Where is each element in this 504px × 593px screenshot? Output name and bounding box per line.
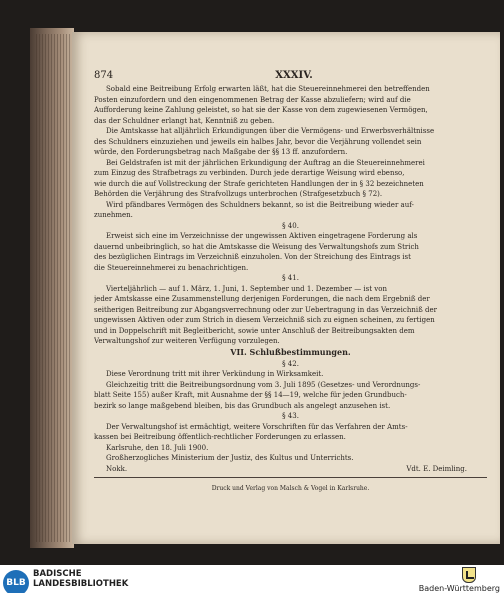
text-line: Die Amtskasse hat alljährlich Erkundigungen über die Vermögens- und Erwerbsverhältnisse — [106, 127, 435, 135]
library-name-line1: BADISCHE — [33, 569, 82, 579]
signature-left: Nokk. — [106, 464, 128, 473]
chapter-section-title: VII. Schlußbestimmungen. — [230, 346, 351, 357]
page-number: 874 — [94, 70, 114, 81]
text-line: Erweist sich eine im Verzeichnisse der ungewissen Aktiven eingetragene Forderung als — [106, 232, 418, 240]
section-heading: § 40. — [282, 221, 299, 230]
chapter-number: XXXIV. — [275, 70, 313, 81]
text-line: Gleichzeitig tritt die Beitreibungsordnung vom 3. Juli 1895 (Gesetzes- und Verordnungs- — [106, 380, 421, 389]
baden-wuerttemberg-crest-icon — [462, 567, 476, 583]
viewer-footer — [0, 565, 504, 593]
text-line: seitherigen Beitreibung zur Abgangsverrechnung oder zur Uebertragung in das Verzeichniß der — [94, 305, 437, 314]
text-line: Der Verwaltungshof ist ermächtigt, weitere Vorschriften für das Verfahren der Amts- — [106, 422, 408, 431]
page-header — [94, 70, 494, 84]
section-heading: § 42. — [282, 359, 299, 368]
text-line: Bei Geldstrafen ist mit der jährlichen Erkundigung der Auftrag an die Steuereinnehmerei — [106, 158, 425, 167]
text-line: kassen bei Beitreibung öffentlich-rechtlicher Forderungen zu erlassen. — [94, 433, 346, 441]
text-line: die Steuereinnehmerei zu benachrichtigen. — [94, 263, 249, 272]
blb-logo-icon: BLB — [3, 570, 29, 593]
text-line: des Schuldners einzuziehen und jeweils ein halbes Jahr, bevor die Verjährung vollendet sein — [94, 137, 422, 146]
page-edge-lines — [36, 34, 72, 542]
place-date: Karlsruhe, den 18. Juli 1900. — [106, 443, 209, 452]
signature-line — [94, 464, 487, 475]
text-line: wie durch die auf Vollstreckung der Strafe gerichteten Handlungen der in § 32 bezeichneten — [94, 179, 424, 188]
library-name-line2: LANDESBIBLIOTHEK — [33, 579, 129, 589]
text-line: ungewissen Aktiven oder zum Strich in diesem Verzeichniß sich zu eignen scheinen, zu fertigen — [94, 316, 435, 324]
text-line: zunehmen. — [94, 211, 133, 219]
text-line: würde, den Forderungsbetrag nach Maßgabe der §§ 13 ff. anzufordern. — [94, 148, 348, 156]
text-line: Verwaltungshof zur weiteren Verfügung vorzulegen. — [94, 337, 280, 345]
text-line: zum Einzug des Strafbetrags zu verbinden. Durch jede derartige Weisung wird ebenso, — [94, 169, 405, 177]
text-line: dauernd unbeibringlich, so hat die Amtskasse die Weisung des Verwaltungshofs zum Strich — [94, 242, 419, 251]
text-line: jeder Amtskasse eine Zusammenstellung derjenigen Forderungen, die nach dem Ergebniß der — [94, 295, 430, 303]
section-heading: § 41. — [282, 274, 299, 282]
text-line: Diese Verordnung tritt mit ihrer Verkündung in Wirksamkeit. — [106, 370, 324, 378]
text-line: des bezüglichen Eintrags im Verzeichniß einzuholen. Von der Streichung des Eintrags ist — [94, 253, 411, 261]
text-line: und in Doppelschrift mit Begleitbericht, sowie unter Anschluß der Beitreibungsakten dem — [94, 326, 415, 335]
ministry-line: Großherzogliches Ministerium der Justiz, des Kultus und Unterrichts. — [106, 454, 354, 462]
text-line: Posten einzufordern und den eingenommenen Betrag der Kasse abzuliefern; wird auf die — [94, 95, 411, 104]
text-line: das der Schuldner erlangt hat, Kenntniß zu geben. — [94, 116, 275, 125]
text-line: Aufforderung keine Zahlung geleistet, so hat sie der Kasse von dem zugewiesenen Vermögen, — [94, 106, 428, 114]
printer-imprint: Druck und Verlag von Malsch & Vogel in Karlsruhe. — [211, 485, 370, 492]
text-line: bezirk so lange maßgebend bleiben, bis das Grundbuch als angelegt anzusehen ist. — [94, 401, 391, 410]
book-page — [72, 32, 500, 544]
section-heading: § 43. — [282, 412, 299, 420]
footer-rule — [94, 477, 487, 478]
text-line: blatt Seite 155) außer Kraft, mit Ausnahme der §§ 14—19, welche für jeden Grundbuch- — [94, 391, 407, 399]
text-line: Sobald eine Beitreibung Erfolg erwarten läßt, hat die Steuereinnehmerei den betreffenden — [106, 85, 430, 93]
page-body — [94, 84, 487, 495]
text-line: Wird pfändbares Vermögen des Schuldners bekannt, so ist die Beitreibung wieder auf- — [106, 200, 414, 209]
signature-right: Vdt. E. Deimling. — [406, 464, 467, 473]
library-name — [33, 569, 128, 589]
state-name: Baden-Württemberg — [418, 584, 500, 593]
text-line: Behörden die Verjährung des Strafvollzugs unterbrochen (Strafgesetzbuch § 72). — [94, 190, 383, 198]
text-line: Vierteljährlich — auf 1. März, 1. Juni, 1. September und 1. Dezember — ist von — [106, 284, 387, 293]
